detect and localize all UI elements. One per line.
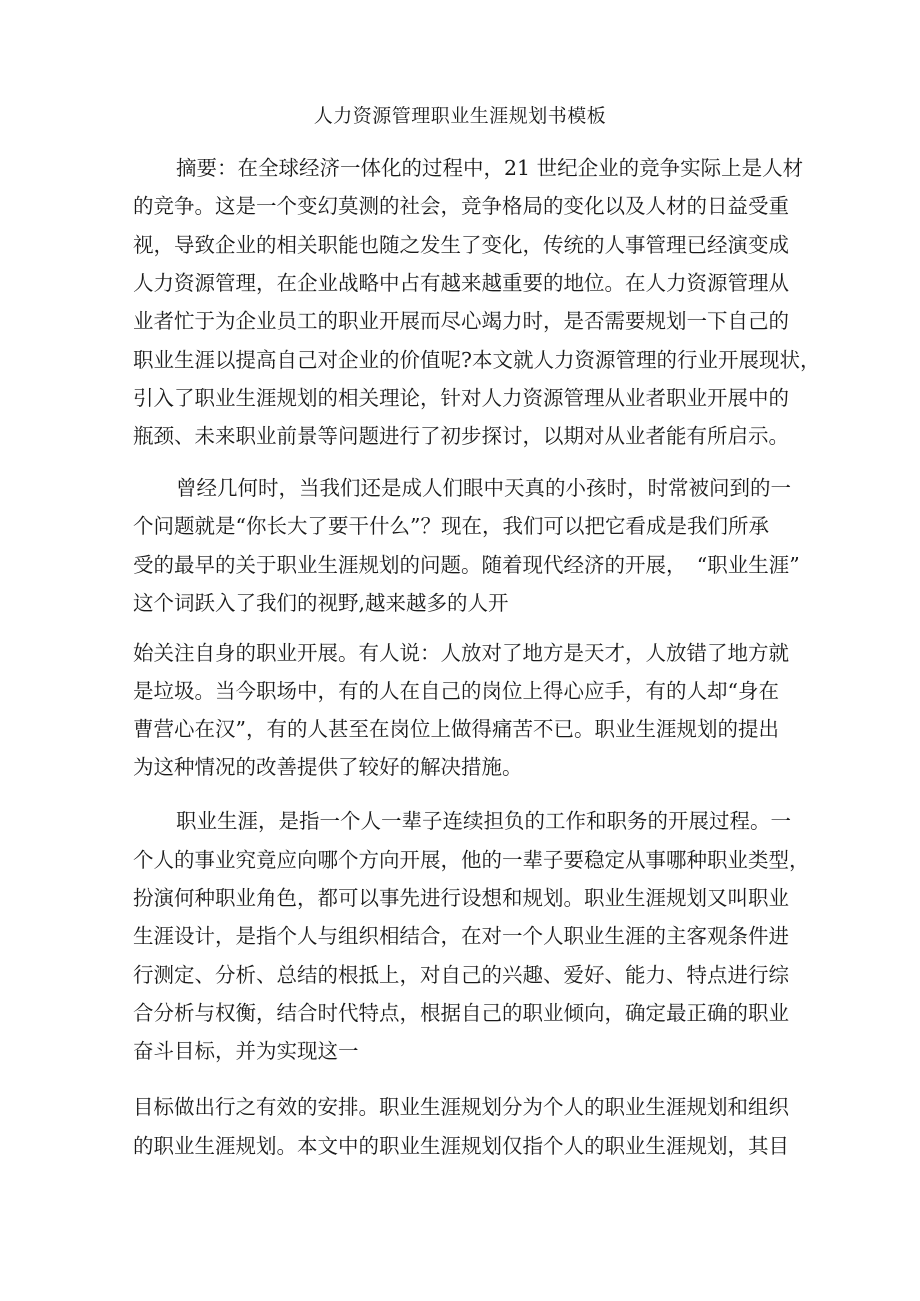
abstract-line: 的竞争。这是一个变幻莫测的社会，竞争格局的变化以及人材的日益受重 xyxy=(133,194,789,218)
abstract-line: 视，导致企业的相关职能也随之发生了变化，传统的人事管理已经演变成 xyxy=(133,233,789,257)
body-line: 行测定、分析、总结的根抵上，对自己的兴趣、爱好、能力、特点进行综 xyxy=(133,963,789,987)
body-line: 合分析与权衡，结合时代特点，根据自己的职业倾向，确定最正确的职业 xyxy=(133,1001,789,1025)
body-line: 这个词跃入了我们的视野,越来越多的人开 xyxy=(133,591,509,615)
body-line: 始关注自身的职业开展。有人说：人放对了地方是天才，人放错了地方就 xyxy=(133,641,789,665)
body-line: 受的最早的关于职业生涯规划的问题。随着现代经济的开展， “职业生涯” xyxy=(133,553,800,577)
body-line: 为这种情况的改善提供了较好的解决措施。 xyxy=(133,755,523,779)
abstract-line: 引入了职业生涯规划的相关理论，针对人力资源管理从业者职业开展中的 xyxy=(133,386,789,410)
body-line: 扮演何种职业角色，都可以事先进行设想和规划。职业生涯规划又叫职业 xyxy=(133,886,789,910)
abstract-line: 人力资源管理，在企业战略中占有越来越重要的地位。在人力资源管理从 xyxy=(133,271,789,295)
abstract-line: 瓶颈、未来职业前景等问题进行了初步探讨，以期对从业者能有所启示。 xyxy=(133,424,789,448)
body-line: 生涯设计，是指个人与组织相结合，在对一个人职业生涯的主客观条件进 xyxy=(133,924,789,948)
body-line: 个问题就是“你长大了要干什么”？现在，我们可以把它看成是我们所承 xyxy=(133,514,769,538)
abstract-line: 摘要：在全球经济一体化的过程中，21 世纪企业的竞争实际上是人材 xyxy=(176,156,804,180)
body-line: 奋斗目标，并为实现这一 xyxy=(133,1039,359,1063)
body-line: 目标做出行之有效的安排。职业生涯规划分为个人的职业生涯规划和组织 xyxy=(133,1095,789,1119)
body-line: 个人的事业究竟应向哪个方向开展，他的一辈子要稳定从事哪种职业类型， xyxy=(133,848,810,872)
body-line: 曹营心在汉”，有的人甚至在岗位上做得痛苦不已。职业生涯规划的提出 xyxy=(133,717,779,741)
body-line: 曾经几何时，当我们还是成人们眼中天真的小孩时，时常被问到的一 xyxy=(176,476,791,500)
abstract-line: 职业生涯以提高自己对企业的价值呢?本文就人力资源管理的行业开展现状， xyxy=(133,348,821,372)
body-line: 的职业生涯规划。本文中的职业生涯规划仅指个人的职业生涯规划，其目 xyxy=(133,1134,789,1158)
body-line: 是垃圾。当今职场中，有的人在自己的岗位上得心应手，有的人却“身在 xyxy=(133,679,779,703)
abstract-line: 业者忙于为企业员工的职业开展而尽心竭力时，是否需要规划一下自己的 xyxy=(133,309,789,333)
body-line: 职业生涯，是指一个人一辈子连续担负的工作和职务的开展过程。一 xyxy=(176,809,791,833)
document-title: 人力资源管理职业生涯规划书模板 xyxy=(313,105,607,127)
